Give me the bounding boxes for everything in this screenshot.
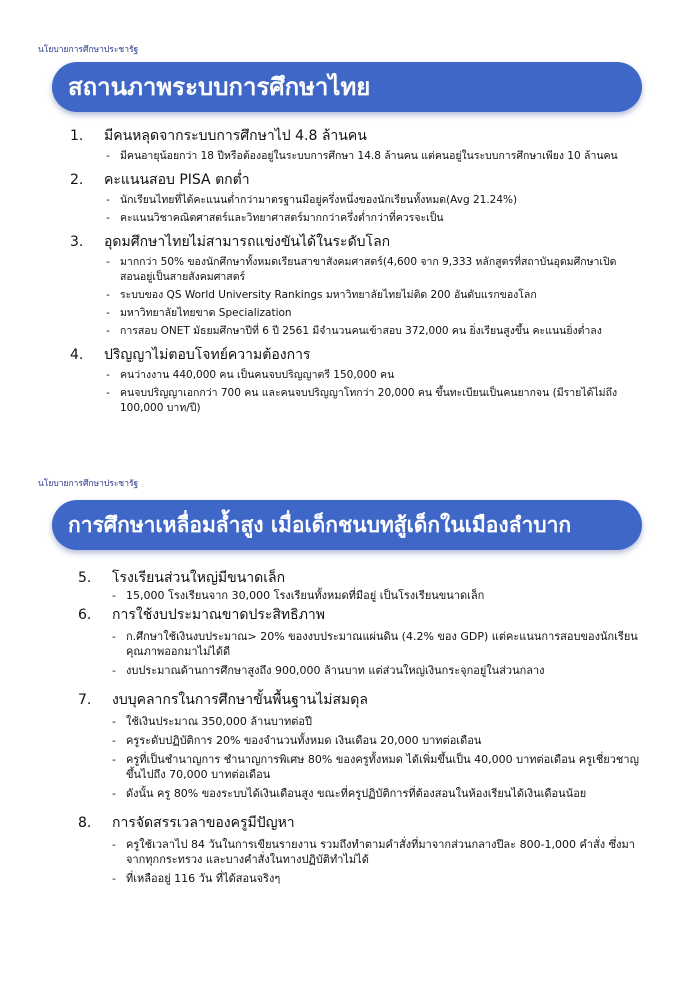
section-1 (0, 126, 700, 164)
slide-caption: นโยบายการศึกษาประชารัฐ (38, 45, 139, 55)
section-number: 3. (70, 234, 84, 250)
bullet-item: - ใช้เงินประมาณ 350,000 ล้านบาทต่อปี (112, 715, 312, 728)
section-title: การใช้งบประมาณขาดประสิทธิภาพ (112, 607, 326, 623)
bullet-item: - คะแนนวิชาคณิตศาสตร์และวิทยาศาสตร์มากกว่าครึ่งต่ำกว่าที่ควรจะเป็น (106, 212, 444, 224)
bullet-item: - นักเรียนไทยที่ได้คะแนนต่ำกว่ามาตรฐานมีอยู่ครึ่งหนึ่งของนักเรียนทั้งหมด(Avg 21.24%) (106, 194, 518, 206)
bullet-item: - ก.ศึกษาใช้เงินงบประมาณ> 20% ของงบประมาณแผ่นดิน (4.2% ของ GDP) แต่คะแนนการสอบของนักเรียนคุณภาพออกมาไม่ได้ดี (112, 630, 638, 658)
section-list (0, 568, 700, 892)
section-3 (0, 232, 700, 339)
section-5 (0, 568, 700, 603)
section-number: 6. (78, 607, 92, 623)
bullet-item: - งบประมาณด้านการศึกษาสูงถึง 900,000 ล้านบาท แต่ส่วนใหญ่เงินกระจุกอยู่ในส่วนกลาง (112, 664, 545, 677)
bullet-item: - ครูที่เป็นชำนาญการ ชำนาญการพิเศษ 80% ของครูทั้งหมด ได้เพิ่มขึ้นเป็น 40,000 บาทต่อเดือน ครูเชี่ยวชาญขึ้นไปถึง 70,000 บาทต่อเดือน (112, 753, 639, 781)
bullet-item: - 15,000 โรงเรียนจาก 30,000 โรงเรียนทั้งหมดที่มีอยู่ เป็นโรงเรียนขนาดเล็ก (112, 589, 485, 602)
section-number: 8. (78, 815, 92, 831)
section-title: อุดมศึกษาไทยไม่สามารถแข่งขันได้ในระดับโลก (104, 234, 391, 250)
bullet-item: - ที่เหลืออยู่ 116 วัน ที่ได้สอนจริงๆ (112, 872, 281, 885)
bullet-item: - คนจบปริญญาเอกกว่า 700 คน และคนจบปริญญาโทกว่า 20,000 คน ขึ้นทะเบียนเป็นคนยากจน (มีรายได้ไม่ถึง 100,000 บาท/ปี) (106, 387, 618, 414)
slide-caption: นโยบายการศึกษาประชารัฐ (38, 479, 139, 489)
bullet-item: - ดังนั้น ครู 80% ของระบบได้เงินเดือนสูง ขณะที่ครูปฏิบัติการที่ต้องสอนในห้องเรียนได้เงินเดือนน้อย (112, 787, 587, 800)
slide-title-banner: การศึกษาเหลื่อมล้ำสูง เมื่อเด็กชนบทสู้เด็กในเมืองลำบาก (52, 500, 642, 550)
section-title: การจัดสรรเวลาของครูมีปัญหา (112, 815, 295, 831)
bullet-item: - คนว่างงาน 440,000 คน เป็นคนจบปริญญาตรี 150,000 คน (106, 369, 395, 381)
section-6 (0, 605, 700, 678)
section-8 (0, 813, 700, 886)
section-number: 7. (78, 692, 92, 708)
section-number: 5. (78, 570, 92, 586)
section-4 (0, 345, 700, 416)
section-title: ปริญญาไม่ตอบโจทย์ความต้องการ (104, 347, 311, 363)
bullet-item: - มีคนอายุน้อยกว่า 18 ปีหรือต้องอยู่ในระบบการศึกษา 14.8 ล้านคน แต่คนอยู่ในระบบการศึกษาเพียง 10 ล้านคน (106, 150, 618, 162)
section-2 (0, 170, 700, 226)
slide-title-banner: สถานภาพระบบการศึกษาไทย (52, 62, 642, 112)
bullet-item: - ระบบของ QS World University Rankings มหาวิทยาลัยไทยไม่ติด 200 อันดับแรกของโลก (106, 289, 537, 301)
bullet-item: - ครูระดับปฏิบัติการ 20% ของจำนวนทั้งหมด เงินเดือน 20,000 บาทต่อเดือน (112, 734, 482, 747)
section-number: 1. (70, 128, 84, 144)
section-title: งบบุคลากรในการศึกษาขั้นพื้นฐานไม่สมดุล (112, 692, 368, 708)
section-list (0, 126, 700, 422)
section-title: คะแนนสอบ PISA ตกต่ำ (104, 172, 250, 188)
section-number: 2. (70, 172, 84, 188)
section-title: มีคนหลุดจากระบบการศึกษาไป 4.8 ล้านคน (104, 128, 367, 144)
bullet-item: - การสอบ ONET มัธยมศึกษาปีที่ 6 ปี 2561 มีจำนวนคนเข้าสอบ 372,000 คน ยิ่งเรียนสูงขึ้น คะแนนยิ่งต่ำลง (106, 325, 602, 337)
bullet-item: - ครูใช้เวลาไป 84 วันในการเขียนรายงาน รวมถึงทำตามคำสั่งที่มาจากส่วนกลางปีละ 800-1,000 คำสั่ง ซึ่งมาจากทุกกระทรวง และบางคำสั่งในทางปฏิบัติทำไม่ได้ (112, 838, 635, 866)
section-number: 4. (70, 347, 84, 363)
bullet-item: - มหาวิทยาลัยไทยขาด Specialization (106, 307, 292, 319)
bullet-item: - มากกว่า 50% ของนักศึกษาทั้งหมดเรียนสาขาสังคมศาสตร์(4,600 จาก 9,333 หลักสูตรที่สถาบันอุดมศึกษาเปิดสอนอยู่เป็นสายสังคมศาสตร์ (106, 256, 617, 283)
section-7 (0, 690, 700, 801)
section-title: โรงเรียนส่วนใหญ่มีขนาดเล็ก (112, 570, 286, 586)
